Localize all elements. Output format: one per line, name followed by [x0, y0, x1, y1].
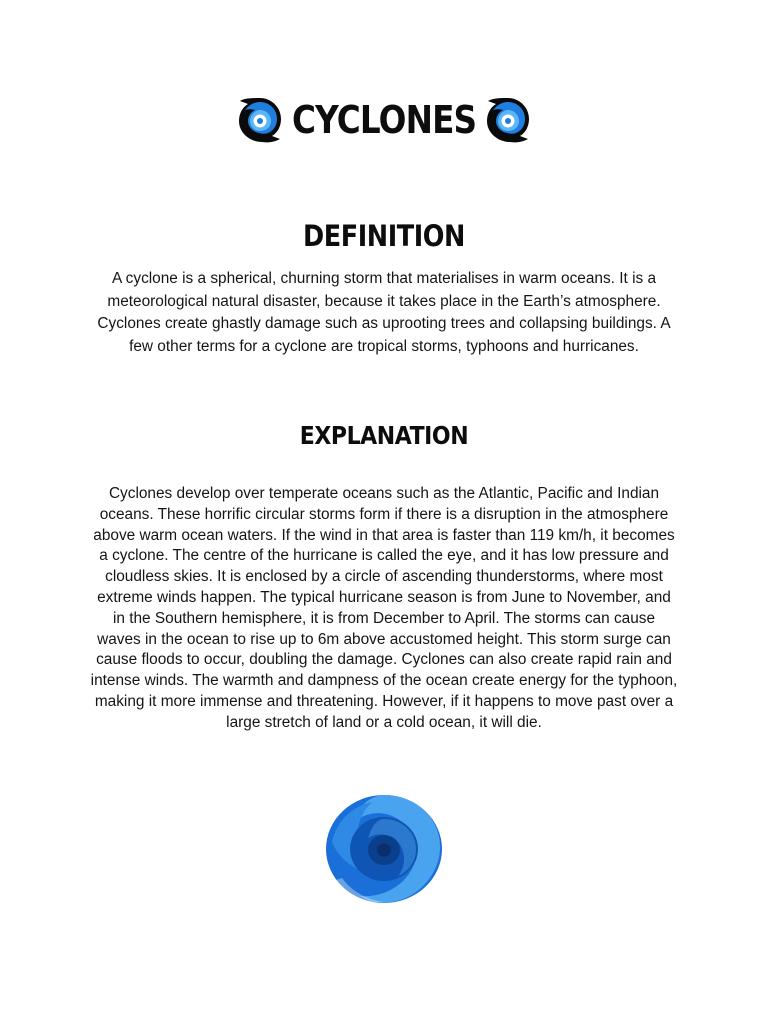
- cyclone-icon: [235, 95, 285, 145]
- title-row: [0, 92, 768, 148]
- section-body-definition: A cyclone is a spherical, churning storm that materialises in warm oceans. It is a meteorological natural disaster, because it takes place in the Earth’s atmosphere. Cyclones create ghastly damage such as uprooting trees and collapsing buildings. A few other terms for a cyclone are tropical storms, typhoons and hurricanes.: [97, 270, 671, 356]
- page-title: CYCLONES: [291, 98, 477, 142]
- section-body-explanation: Cyclones develop over temperate oceans such as the Atlantic, Pacific and Indian oceans. These horrific circular storms form if there is a disruption in the atmosphere above warm ocean waters. If the wind in that area is faster than 119 km/h, it becomes a cyclone. The centre of the hurricane is called the eye, and it has low pressure and cloudless skies. It is enclosed by a circle of ascending thunderstorms, where most extreme winds happen. The typical hurricane season is from June to November, and in the Southern hemisphere, it is from December to April. The storms can cause waves in the ocean to rise up to 6m above accustomed height. This storm surge can cause floods to occur, doubling the damage. Cyclones can also create rapid rain and intense winds. The warmth and dampness of the ocean create energy for the typhoon, making it more immense and threatening. However, if it happens to move past over a large stretch of land or a cold ocean, it will die.: [90, 485, 678, 731]
- cyclone-swirl-icon: [322, 792, 446, 906]
- cyclone-icon: [483, 95, 533, 145]
- section-heading-explanation: EXPLANATION: [299, 421, 469, 450]
- section-heading-definition: DEFINITION: [303, 219, 465, 253]
